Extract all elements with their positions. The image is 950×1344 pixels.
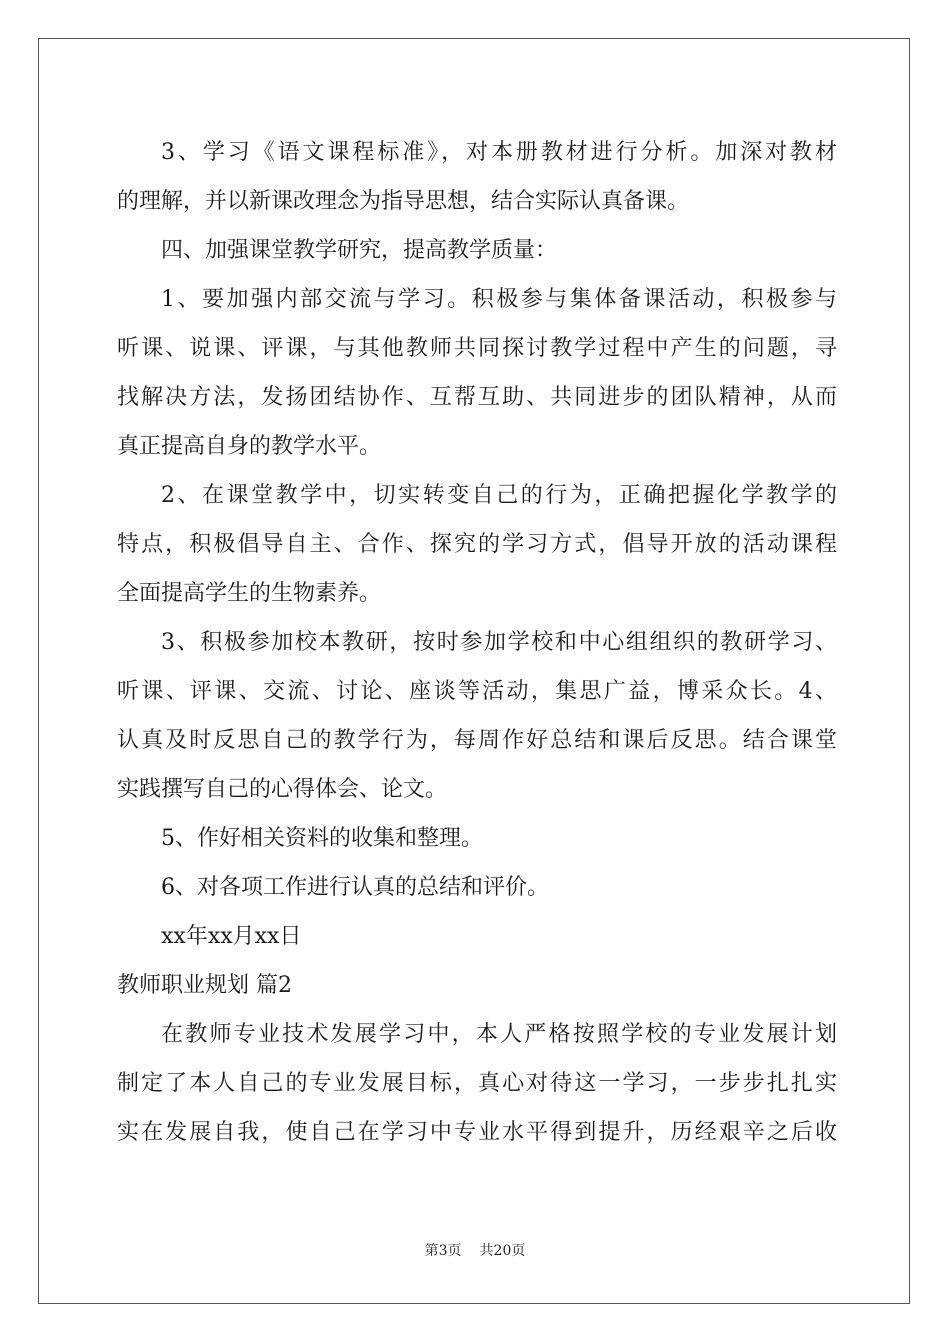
text-line: 6、对各项工作进行认真的总结和评价。 xyxy=(161,875,549,900)
page-total: 共20页 xyxy=(479,1243,526,1259)
text-line: 听课、评课、交流、讨论、座谈等活动，集思广益，博采众长。4、 xyxy=(117,679,837,704)
text-line: 实践撰写自己的心得体会、论文。 xyxy=(117,777,448,802)
page-footer xyxy=(0,1240,950,1260)
text-line: 2、在课堂教学中，切实转变自己的行为，正确把握化学教学的 xyxy=(161,483,837,508)
date-line: xx年xx月xx日 xyxy=(161,924,302,949)
section-heading: 教师职业规划 篇2 xyxy=(117,973,292,998)
text-line: 3、学习《语文课程标准》，对本册教材进行分析。加深对教材 xyxy=(161,140,837,165)
page-number: 第3页 xyxy=(424,1243,462,1259)
document-body xyxy=(117,128,837,1157)
text-line: 实在发展自我，使自己在学习中专业水平得到提升，历经艰辛之后收 xyxy=(117,1120,837,1145)
text-line: 5、作好相关资料的收集和整理。 xyxy=(161,826,483,851)
text-line: 四、加强课堂教学研究，提高教学质量： xyxy=(161,238,558,263)
text-line: 全面提高学生的生物素养。 xyxy=(117,581,382,606)
text-line: 的理解，并以新课改理念为指导思想，结合实际认真备课。 xyxy=(117,189,690,214)
text-line: 1、要加强内部交流与学习。积极参与集体备课活动，积极参与 xyxy=(161,287,837,312)
text-line: 在教师专业技术发展学习中，本人严格按照学校的专业发展计划 xyxy=(161,1022,837,1047)
text-line: 特点，积极倡导自主、合作、探究的学习方式，倡导开放的活动课程 xyxy=(117,532,837,557)
text-line: 认真及时反思自己的教学行为，每周作好总结和课后反思。结合课堂 xyxy=(117,728,837,753)
text-line: 3、积极参加校本教研，按时参加学校和中心组组织的教研学习、 xyxy=(161,630,837,655)
text-line: 真正提高自身的教学水平。 xyxy=(117,434,382,459)
text-line: 找解决方法，发扬团结协作、互帮互助、共同进步的团队精神，从而 xyxy=(117,385,837,410)
text-line: 听课、说课、评课，与其他教师共同探讨教学过程中产生的问题，寻 xyxy=(117,336,837,361)
text-line: 制定了本人自己的专业发展目标，真心对待这一学习，一步步扎扎实 xyxy=(117,1071,837,1096)
